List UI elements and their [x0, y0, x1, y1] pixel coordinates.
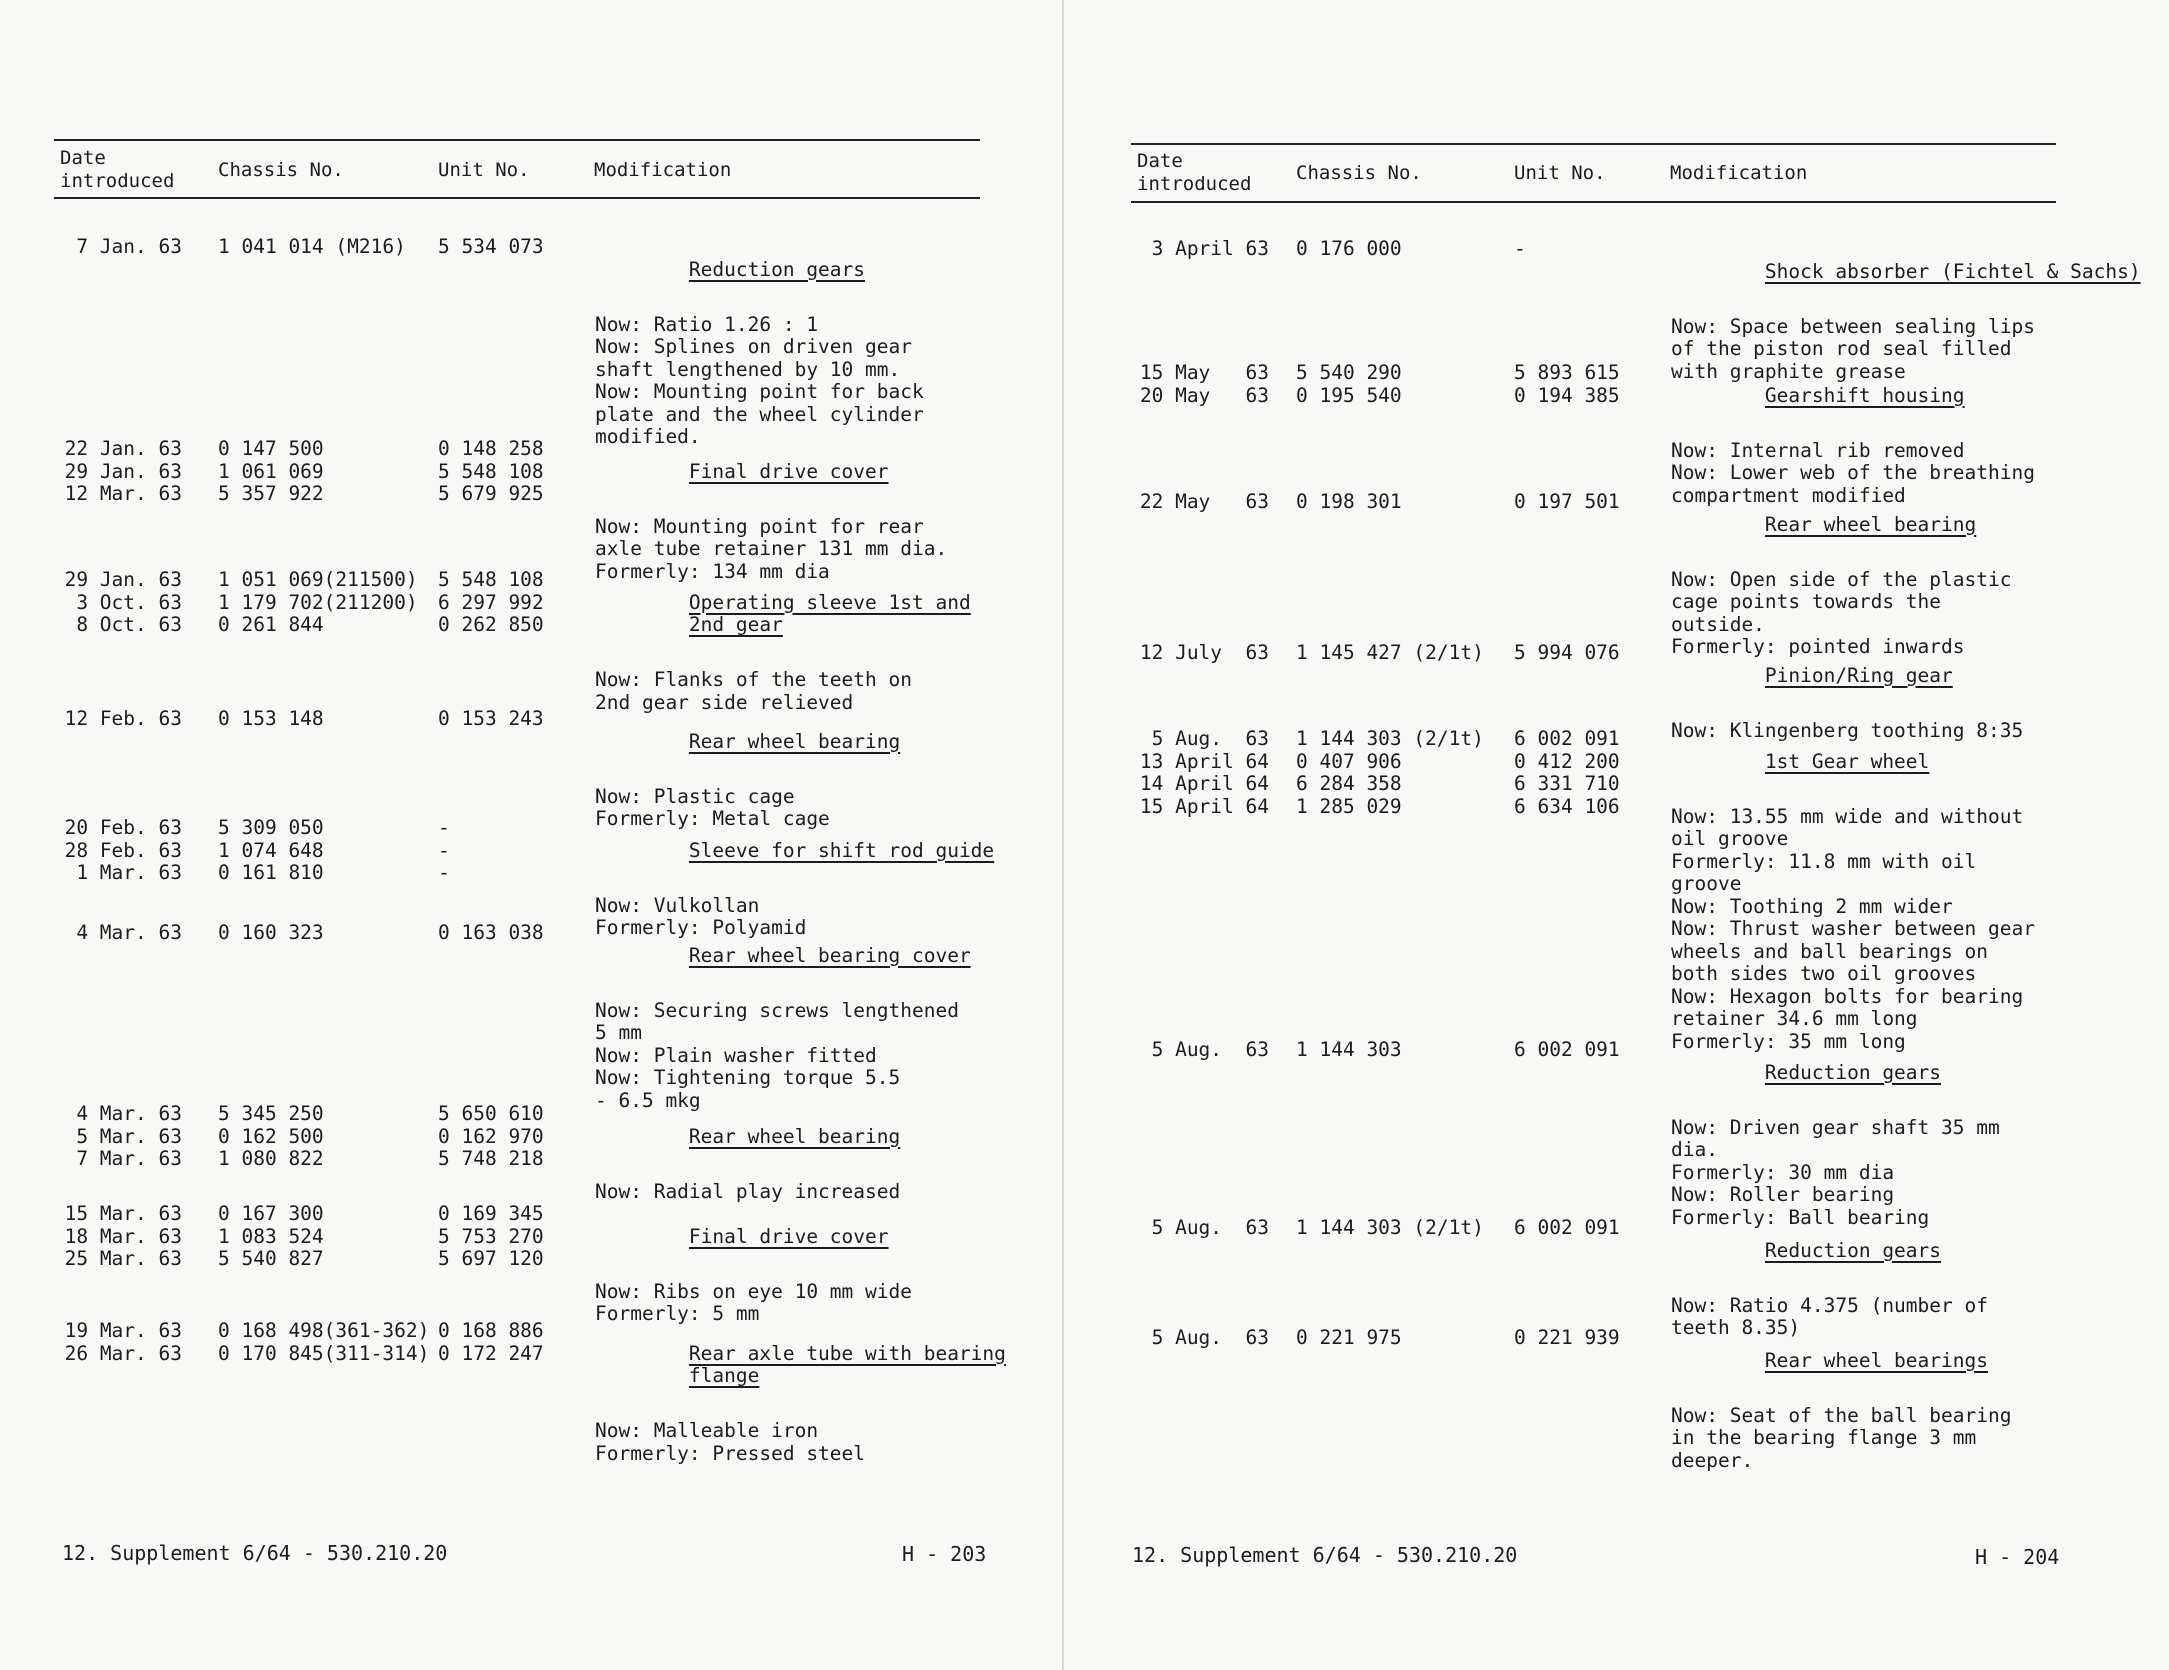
cell-unit: 5 534 073: [438, 235, 544, 258]
cell-modification: [1671, 1327, 2011, 1517]
modification-title: Gearshift housing: [1764, 383, 1965, 407]
cell-unit: 0 163 038: [438, 921, 544, 944]
cell-date: 29 Jan. 63 3 Oct. 63 8 Oct. 63: [64, 568, 182, 636]
modification-text: Now: Driven gear shaft 35 mm dia. Formerly: 30 mm dia Now: Roller bearing Formerly: Ball bearing: [1671, 1115, 2000, 1229]
cell-chassis: 1 051 069(211500) 1 179 702(211200) 0 261 844: [218, 568, 418, 636]
cell-date: 5 Aug. 63: [1151, 1326, 1269, 1349]
modification-text: Now: Ratio 4.375 (number of teeth 8.35): [1671, 1293, 1988, 1339]
cell-date: 22 May 63: [1139, 490, 1269, 513]
modification-text: Now: Flanks of the teeth on 2nd gear side relieved: [595, 668, 912, 714]
cell-chassis: 0 153 148: [218, 707, 324, 730]
modification-text: Now: Securing screws lengthened 5 mm Now: Plain washer fitted Now: Tightening torque 5.5 - 6.5 mkg: [595, 998, 959, 1112]
modification-title: Shock absorber (Fichtel & Sachs): [1764, 259, 2141, 283]
modification-text: Now: Malleable iron Formerly: Pressed steel: [595, 1419, 866, 1465]
cell-chassis: 0 160 323: [218, 921, 324, 944]
cell-date: 3 April 63: [1151, 237, 1269, 260]
header-chassis: Chassis No.: [218, 159, 344, 181]
footer-page-number: H - 204: [1975, 1545, 2060, 1569]
cell-chassis: 0 221 975: [1296, 1326, 1402, 1349]
cell-chassis: 0 176 000: [1296, 237, 1402, 260]
modification-text: Now: 13.55 mm wide and without oil groove Formerly: 11.8 mm with oil groove Now: Toothing 2 mm wider Now: Thrust washer between gear wheels and ball bearings on both sides two oil grooves Now: Hexagon bolts for bearing retainer 34.6 mm long Formerly: 35 mm long: [1671, 804, 2035, 1053]
modification-title: Sleeve for shift rod guide: [688, 838, 995, 862]
cell-unit: 5 650 610 0 162 970 5 748 218: [438, 1102, 544, 1170]
modification-text: Now: Mounting point for rear axle tube retainer 131 mm dia. Formerly: 134 mm dia: [595, 514, 948, 583]
modification-title: Final drive cover: [688, 459, 889, 483]
modification-title: Rear wheel bearing: [1764, 512, 1977, 536]
cell-date: 15 May 63 20 May 63: [1139, 361, 1269, 407]
cell-unit: 6 002 091: [1514, 1216, 1620, 1239]
cell-date: 4 Mar. 63 5 Mar. 63 7 Mar. 63: [76, 1102, 182, 1170]
cell-chassis: 5 345 250 0 162 500 1 080 822: [218, 1102, 324, 1170]
cell-unit: - - -: [438, 816, 450, 884]
cell-unit: 0 153 243: [438, 707, 544, 730]
cell-date: 20 Feb. 63 28 Feb. 63 1 Mar. 63: [64, 816, 182, 884]
cell-date: 7 Jan. 63: [76, 235, 182, 258]
cell-date: 5 Aug. 63: [1151, 1038, 1269, 1061]
cell-unit: 0 221 939: [1514, 1326, 1620, 1349]
modification-text: Now: Plastic cage Formerly: Metal cage: [595, 784, 830, 830]
cell-date: 4 Mar. 63: [76, 921, 182, 944]
modification-title: Reduction gears: [1764, 1060, 1942, 1084]
modification-text: Now: Radial play increased: [595, 1179, 901, 1203]
cell-unit: 0 148 258 5 548 108 5 679 925: [438, 437, 544, 505]
modification-title: Reduction gears: [1764, 1238, 1942, 1262]
cell-unit: 6 002 091 0 412 200 6 331 710 6 634 106: [1514, 727, 1620, 818]
modification-title: Pinion/Ring gear: [1764, 663, 1953, 687]
header-date: Date introduced: [1137, 150, 1252, 195]
modification-title: Rear wheel bearing cover: [688, 943, 971, 967]
cell-date: 5 Aug. 63: [1151, 1216, 1269, 1239]
header-unit: Unit No.: [1514, 162, 1606, 184]
modification-text: Now: Internal rib removed Now: Lower web of the breathing compartment modified: [1671, 438, 2035, 507]
header-date: Date introduced: [60, 147, 175, 192]
modification-title: Reduction gears: [688, 257, 866, 281]
page-h203: [0, 0, 1060, 1670]
modification-title: Final drive cover: [688, 1224, 889, 1248]
table-body: [54, 235, 1014, 1465]
table-body: [1131, 237, 2141, 1472]
cell-chassis: 0 198 301: [1296, 490, 1402, 513]
modification-text: Now: Open side of the plastic cage points towards the outside. Formerly: pointed inwards: [1671, 567, 2012, 658]
cell-unit: 0 197 501: [1514, 490, 1620, 513]
header-chassis: Chassis No.: [1296, 162, 1422, 184]
cell-chassis: 0 167 300 1 083 524 5 540 827: [218, 1202, 324, 1270]
cell-chassis: 1 145 427 (2/1t): [1296, 641, 1484, 664]
modification-text: Now: Ribs on eye 10 mm wide Formerly: 5 mm: [595, 1279, 912, 1325]
footer-page-number: H - 203: [902, 1542, 987, 1566]
cell-unit: 0 169 345 5 753 270 5 697 120: [438, 1202, 544, 1270]
cell-chassis: 5 540 290 0 195 540: [1296, 361, 1402, 407]
cell-date: 22 Jan. 63 29 Jan. 63 12 Mar. 63: [64, 437, 182, 505]
page-gutter: [1062, 0, 1064, 1670]
modification-title: 1st Gear wheel: [1764, 749, 1930, 773]
cell-chassis: 1 144 303 (2/1t): [1296, 1216, 1484, 1239]
cell-chassis: 5 309 050 1 074 648 0 161 810: [218, 816, 324, 884]
cell-unit: 0 168 886 0 172 247: [438, 1319, 544, 1365]
page-h204: [1080, 0, 2140, 1670]
cell-unit: -: [1514, 237, 1526, 260]
modification-text: Now: Ratio 1.26 : 1 Now: Splines on driven gear shaft lengthened by 10 mm. Now: Mounting point for back plate and the wheel cylinder modified.: [595, 312, 924, 448]
cell-unit: 5 548 108 6 297 992 0 262 850: [438, 568, 544, 636]
cell-chassis: 1 144 303: [1296, 1038, 1402, 1061]
modification-title: Rear wheel bearing: [688, 1124, 901, 1148]
cell-chassis: 1 041 014 (M216): [218, 235, 406, 258]
cell-chassis: 0 147 500 1 061 069 5 357 922: [218, 437, 324, 505]
table-header: [1131, 143, 2056, 203]
header-unit: Unit No.: [438, 159, 530, 181]
cell-chassis: 0 168 498(361-362) 0 170 845(311-314): [218, 1319, 430, 1365]
footer-supplement: 12. Supplement 6/64 - 530.210.20: [1132, 1543, 1518, 1567]
table-header: [54, 139, 980, 199]
cell-date: 19 Mar. 63 26 Mar. 63: [64, 1319, 182, 1365]
cell-date: 12 July 63: [1139, 641, 1269, 664]
modification-title: Rear wheel bearing: [688, 729, 901, 753]
cell-modification: [595, 1320, 1006, 1510]
header-modification: Modification: [1670, 162, 1808, 184]
header-modification: Modification: [594, 159, 732, 181]
modification-text: Now: Klingenberg toothing 8:35: [1671, 718, 2024, 742]
cell-chassis: 1 144 303 (2/1t) 0 407 906 6 284 358 1 285 029: [1296, 727, 1484, 818]
cell-unit: 6 002 091: [1514, 1038, 1620, 1061]
modification-title: Rear axle tube with bearing flange: [688, 1341, 1006, 1387]
modification-text: Now: Space between sealing lips of the piston rod seal filled with graphite grease: [1671, 314, 2035, 383]
footer-supplement: 12. Supplement 6/64 - 530.210.20: [62, 1541, 448, 1565]
modification-title: Rear wheel bearings: [1764, 1348, 1988, 1372]
cell-date: 15 Mar. 63 18 Mar. 63 25 Mar. 63: [64, 1202, 182, 1270]
cell-date: 5 Aug. 63 13 April 64 14 April 64 15 April 64: [1139, 727, 1269, 818]
modification-title: Operating sleeve 1st and 2nd gear: [688, 590, 971, 636]
cell-unit: 5 994 076: [1514, 641, 1620, 664]
cell-unit: 5 893 615 0 194 385: [1514, 361, 1620, 407]
modification-text: Now: Seat of the ball bearing in the bearing flange 3 mm deeper.: [1671, 1403, 2012, 1472]
modification-text: Now: Vulkollan Formerly: Polyamid: [595, 893, 807, 939]
cell-date: 12 Feb. 63: [64, 707, 182, 730]
